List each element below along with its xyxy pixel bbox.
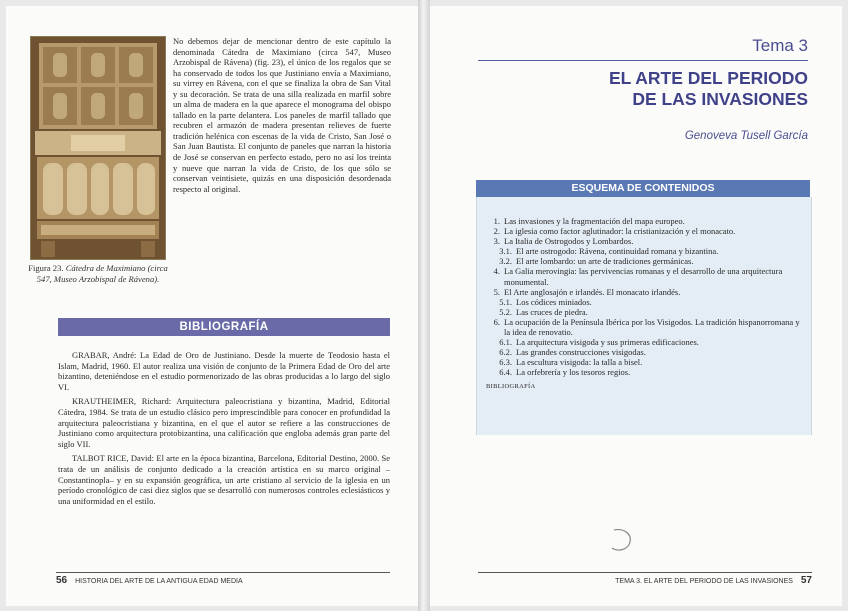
- toc-text: Las invasiones y la fragmentación del mapa europeo.: [504, 216, 685, 226]
- pencil-mark-icon: [608, 526, 640, 556]
- toc-text: El Arte anglosajón e irlandés. El monacato irlandés.: [504, 286, 681, 297]
- contents-heading: ESQUEMA DE CONTENIDOS: [476, 180, 810, 197]
- toc-subitem: [486, 256, 804, 266]
- right-page: [430, 6, 842, 606]
- toc-bibliography: BIBLIOGRAFÍA: [486, 382, 536, 390]
- toc-text: Las cruces de piedra.: [516, 306, 588, 317]
- toc-number: 6.3.: [499, 357, 512, 368]
- toc-text: La iglesia como factor aglutinador: la cristianización y el monacato.: [504, 226, 736, 237]
- toc-item: [486, 216, 804, 226]
- toc-number: 4.: [493, 266, 500, 277]
- cathedra-figure-image: [30, 36, 166, 260]
- toc-number: 6.1.: [499, 337, 512, 348]
- toc-text: Las grandes construcciones visigodas.: [516, 347, 646, 358]
- page-number: 57: [800, 575, 812, 586]
- chapter-number: Tema 3: [752, 36, 808, 55]
- toc-number: 6.2.: [499, 347, 512, 358]
- running-title: TEMA 3. EL ARTE DEL PERIODO DE LAS INVASIONES: [615, 578, 793, 585]
- bibliography-list: [58, 350, 390, 510]
- toc-number: 6.: [493, 316, 500, 327]
- toc-subitem: [486, 347, 804, 357]
- toc-number: 3.1.: [499, 246, 512, 257]
- toc-subitem: [486, 337, 804, 347]
- toc-text: La Italia de Ostrogodos y Lombardos.: [504, 236, 634, 247]
- toc-text: La arquitectura visigoda y sus primeras edificaciones.: [516, 337, 699, 348]
- toc-subitem: [486, 307, 804, 317]
- bibliography-entry: GRABAR, André: La Edad de Oro de Justiniano. Desde la muerte de Teodosio hasta el Islam, Madrid, 1960. El autor realiza una visión de conjunto de la Primera Edad de Oro del arte bizantino, deteniéndose en el estudio pormenorizado de las obras producidas a lo largo del siglo VI.: [58, 350, 390, 392]
- right-page-footer: [478, 572, 812, 586]
- toc-number: 2.: [493, 226, 500, 237]
- cathedra-paragraph: No debemos dejar de mencionar dentro de este capítulo la denominada Cátedra de Maximiano (circa 547, Museo Arzobispal de Rávena) (fig. 23), el único de los regalos que se ha conservado de todos los que Justiniano envía a Maximiano, su virrey en Rávena, con el que se finaliza la obra de San Vital y su decoración. Se trata de una silla realizada en marfil sobre un alma de madera en la que aparece el monograma del obispo tallado en la parte delantera. Los paneles de marfil tallado que recubren el armazón de madera presentan relieves de fuerte tradición helénica con escenas de la vida de Cristo, San José o San Juan Bautista. El conjunto de paneles que narran la historia de José se conservan en perfecto estado, pero no así los treinta y nueve que narran la vida de Cristo, de los que sólo se conservan veintisiete, quizás en una disposición desordenada respecto al original.: [173, 36, 391, 194]
- toc-text: La Galia merovingia: las pervivencias romanas y el desarrollo de una arquitectura monumental.: [504, 266, 783, 287]
- bibliography-heading: BIBLIOGRAFÍA: [58, 318, 390, 336]
- toc-subitem: [486, 357, 804, 367]
- toc-text: La orfebrería y los tesoros regios.: [516, 367, 631, 378]
- toc-number: 3.: [493, 236, 500, 247]
- toc-number: 5.1.: [499, 296, 512, 307]
- toc-number: 5.: [493, 286, 500, 297]
- chapter-title: [478, 68, 808, 110]
- chapter-title-line: DE LAS INVASIONES: [632, 89, 808, 109]
- toc-item: [486, 226, 804, 236]
- toc-item: [486, 236, 804, 246]
- toc-subitem: [486, 367, 804, 377]
- toc-text: La ocupación de la Península Ibérica por los Visigodos. La tradición hispanorromana y la idea de renovatio.: [504, 316, 800, 338]
- toc-text: Los códices miniados.: [516, 296, 592, 307]
- toc-item: [486, 317, 804, 337]
- contents-list: [486, 216, 804, 392]
- toc-number: 3.2.: [499, 256, 512, 267]
- left-page: [6, 6, 418, 606]
- toc-text: La escultura visigoda: la talla a bisel.: [516, 357, 643, 368]
- chapter-author: Genoveva Tusell García: [684, 130, 808, 142]
- toc-item: [486, 287, 804, 297]
- running-title: HISTORIA DEL ARTE DE LA ANTIGUA EDAD MEDIA: [75, 578, 243, 585]
- left-page-footer: [56, 572, 390, 586]
- book-gutter: [418, 0, 430, 611]
- bibliography-entry: TALBOT RICE, David: El arte en la época bizantina, Barcelona, Editorial Destino, 2000. Se trata de un análisis de conjunto dedicado a la creación artística en su marco original –Constantinopla– y en su expansión geográfica, un arte cristiano al servicio de la iglesia en un período cronológico de casi diez siglos que se desarrolló con numerosos controles eclesiásticos y una uniformidad en el estilo.: [58, 453, 390, 506]
- toc-number: 6.4.: [499, 367, 512, 378]
- toc-number: 1.: [493, 216, 500, 226]
- toc-text: El arte ostrogodo: Rávena, continuidad romana y bizantina.: [516, 246, 719, 257]
- toc-subitem: [486, 297, 804, 307]
- chapter-title-line: EL ARTE DEL PERIODO: [608, 68, 808, 88]
- toc-item: [486, 266, 804, 286]
- page-number: 56: [56, 575, 68, 586]
- title-divider: [478, 60, 808, 61]
- bibliography-entry: KRAUTHEIMER, Richard: Arquitectura paleocristiana y bizantina, Madrid, Editorial Cátedra, 1984. Se trata de un estudio clásico pero imprescindible para conocer en profundidad la arquitectura paleocristiana y bizantina, en el que el autor se refiere a las construcciones de Justiniano como arquitectura protobizantina, una calificación que engloba además gran parte del siglo VII.: [58, 396, 390, 449]
- toc-text: El arte lombardo: un arte de tradiciones germánicas.: [516, 256, 694, 267]
- toc-subitem: [486, 246, 804, 256]
- toc-number: 5.2.: [499, 306, 512, 317]
- figure-caption: [24, 263, 172, 285]
- figure-caption-label: Figura 23.: [28, 263, 64, 273]
- figure-caption-text: Cátedra de Maximiano (circa 547, Museo Arzobispal de Rávena).: [36, 263, 168, 284]
